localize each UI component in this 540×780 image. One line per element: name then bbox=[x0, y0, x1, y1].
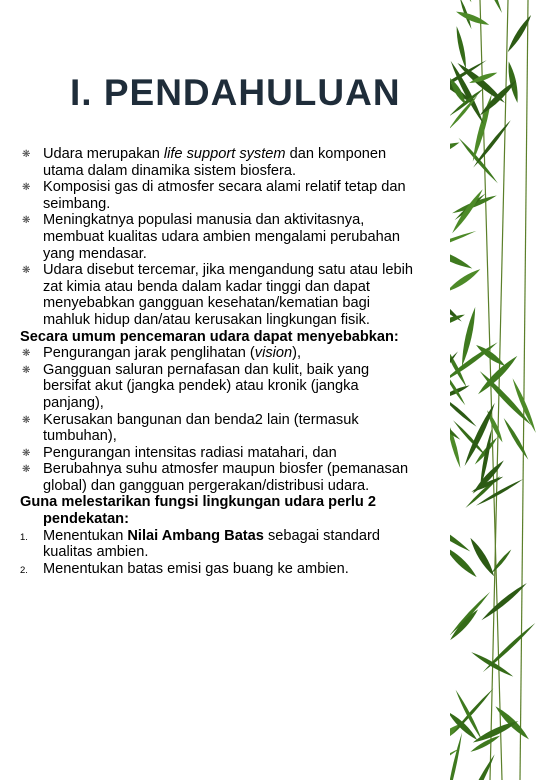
bamboo-leaf bbox=[451, 687, 495, 736]
page-title: I. PENDAHULUAN bbox=[70, 72, 401, 113]
list-item: ❋ Pengurangan intensitas radiasi matahari, dan bbox=[22, 444, 337, 461]
life-support-term: life support system bbox=[163, 146, 286, 162]
bullet-icon: ❋ bbox=[22, 182, 31, 194]
bamboo-leaf bbox=[473, 0, 504, 14]
bamboo-stem bbox=[520, 0, 528, 780]
list-item: ❋ Gangguan saluran pernafasan dan kulit, baik yang bersifat akut (jangka pendek) atau kronik (jangka panjang), bbox=[22, 361, 370, 411]
bullet-icon: ❋ bbox=[22, 348, 31, 360]
bamboo-leaf bbox=[450, 591, 491, 637]
approach-heading: Guna melestarikan fungsi lingkungan udara perlu 2 pendekatan: bbox=[20, 494, 377, 528]
list-item: ❋ Pengurangan jarak penglihatan (vision), bbox=[22, 345, 302, 362]
bullet-icon: ❋ bbox=[22, 149, 31, 160]
nab-term: Nilai Ambang Batas bbox=[127, 527, 264, 544]
bamboo-leaf bbox=[460, 753, 497, 780]
bamboo-leaf bbox=[455, 9, 490, 28]
intro-list bbox=[20, 146, 460, 329]
bamboo-leaf bbox=[506, 61, 521, 104]
bamboo-leaf bbox=[450, 608, 480, 642]
bamboo-leaf bbox=[450, 732, 464, 780]
list-item: ❋ Berubahnya suhu atmosfer maupun biosfer (pemanasan global) dan gangguan pergerakan/distribusi udara. bbox=[22, 461, 409, 494]
effects-list bbox=[20, 345, 460, 494]
bullet-icon: ❋ bbox=[22, 364, 31, 376]
effects-heading: Secara umum pencemaran udara dapat menyebabkan: bbox=[20, 328, 399, 345]
list-number: 1. bbox=[20, 531, 28, 543]
list-item: ❋ Udara merupakan life support system dan komponen utama dalam dinamika sistem biosfera. bbox=[22, 146, 387, 179]
list-number: 2. bbox=[20, 564, 28, 576]
bamboo-leaf bbox=[490, 548, 512, 574]
bullet-icon: ❋ bbox=[22, 414, 31, 426]
bamboo-leaf bbox=[454, 26, 468, 70]
bullet-icon: ❋ bbox=[22, 464, 31, 476]
list-item: ❋ Komposisi gas di atmosfer secara alami relatif tetap dan seimbang. bbox=[22, 179, 406, 212]
bullet-icon: ❋ bbox=[22, 215, 31, 227]
bullet-icon: ❋ bbox=[22, 447, 31, 459]
list-item: 2. Menentukan batas emisi gas buang ke ambien. bbox=[20, 561, 460, 578]
content-body bbox=[20, 146, 460, 577]
bullet-icon: ❋ bbox=[22, 265, 31, 277]
bamboo-leaves-decoration bbox=[450, 0, 540, 780]
bamboo-leaf bbox=[482, 622, 537, 674]
bamboo-leaf bbox=[502, 417, 530, 461]
list-item: 1. Menentukan Nilai Ambang Batas sebagai standard kualitas ambien. bbox=[20, 527, 380, 561]
bamboo-leaf bbox=[505, 14, 533, 54]
list-item: ❋ Kerusakan bangunan dan benda2 lain (termasuk tumbuhan), bbox=[22, 411, 359, 445]
list-item: ❋ Meningkatnya populasi manusia dan aktivitasnya, membuat kualitas udara ambien mengalami perubahan yang mendasar. bbox=[22, 212, 400, 262]
list-item: ❋ Udara disebut tercemar, jika mengandung satu atau lebih zat kimia atau benda dalam kadar tinggi dan dapat menyebabkan gangguan kesehatan/kematian bagi mahluk hidup dan/atau kerusakan lingkungan fisik. bbox=[22, 262, 413, 328]
approach-list bbox=[20, 528, 460, 578]
